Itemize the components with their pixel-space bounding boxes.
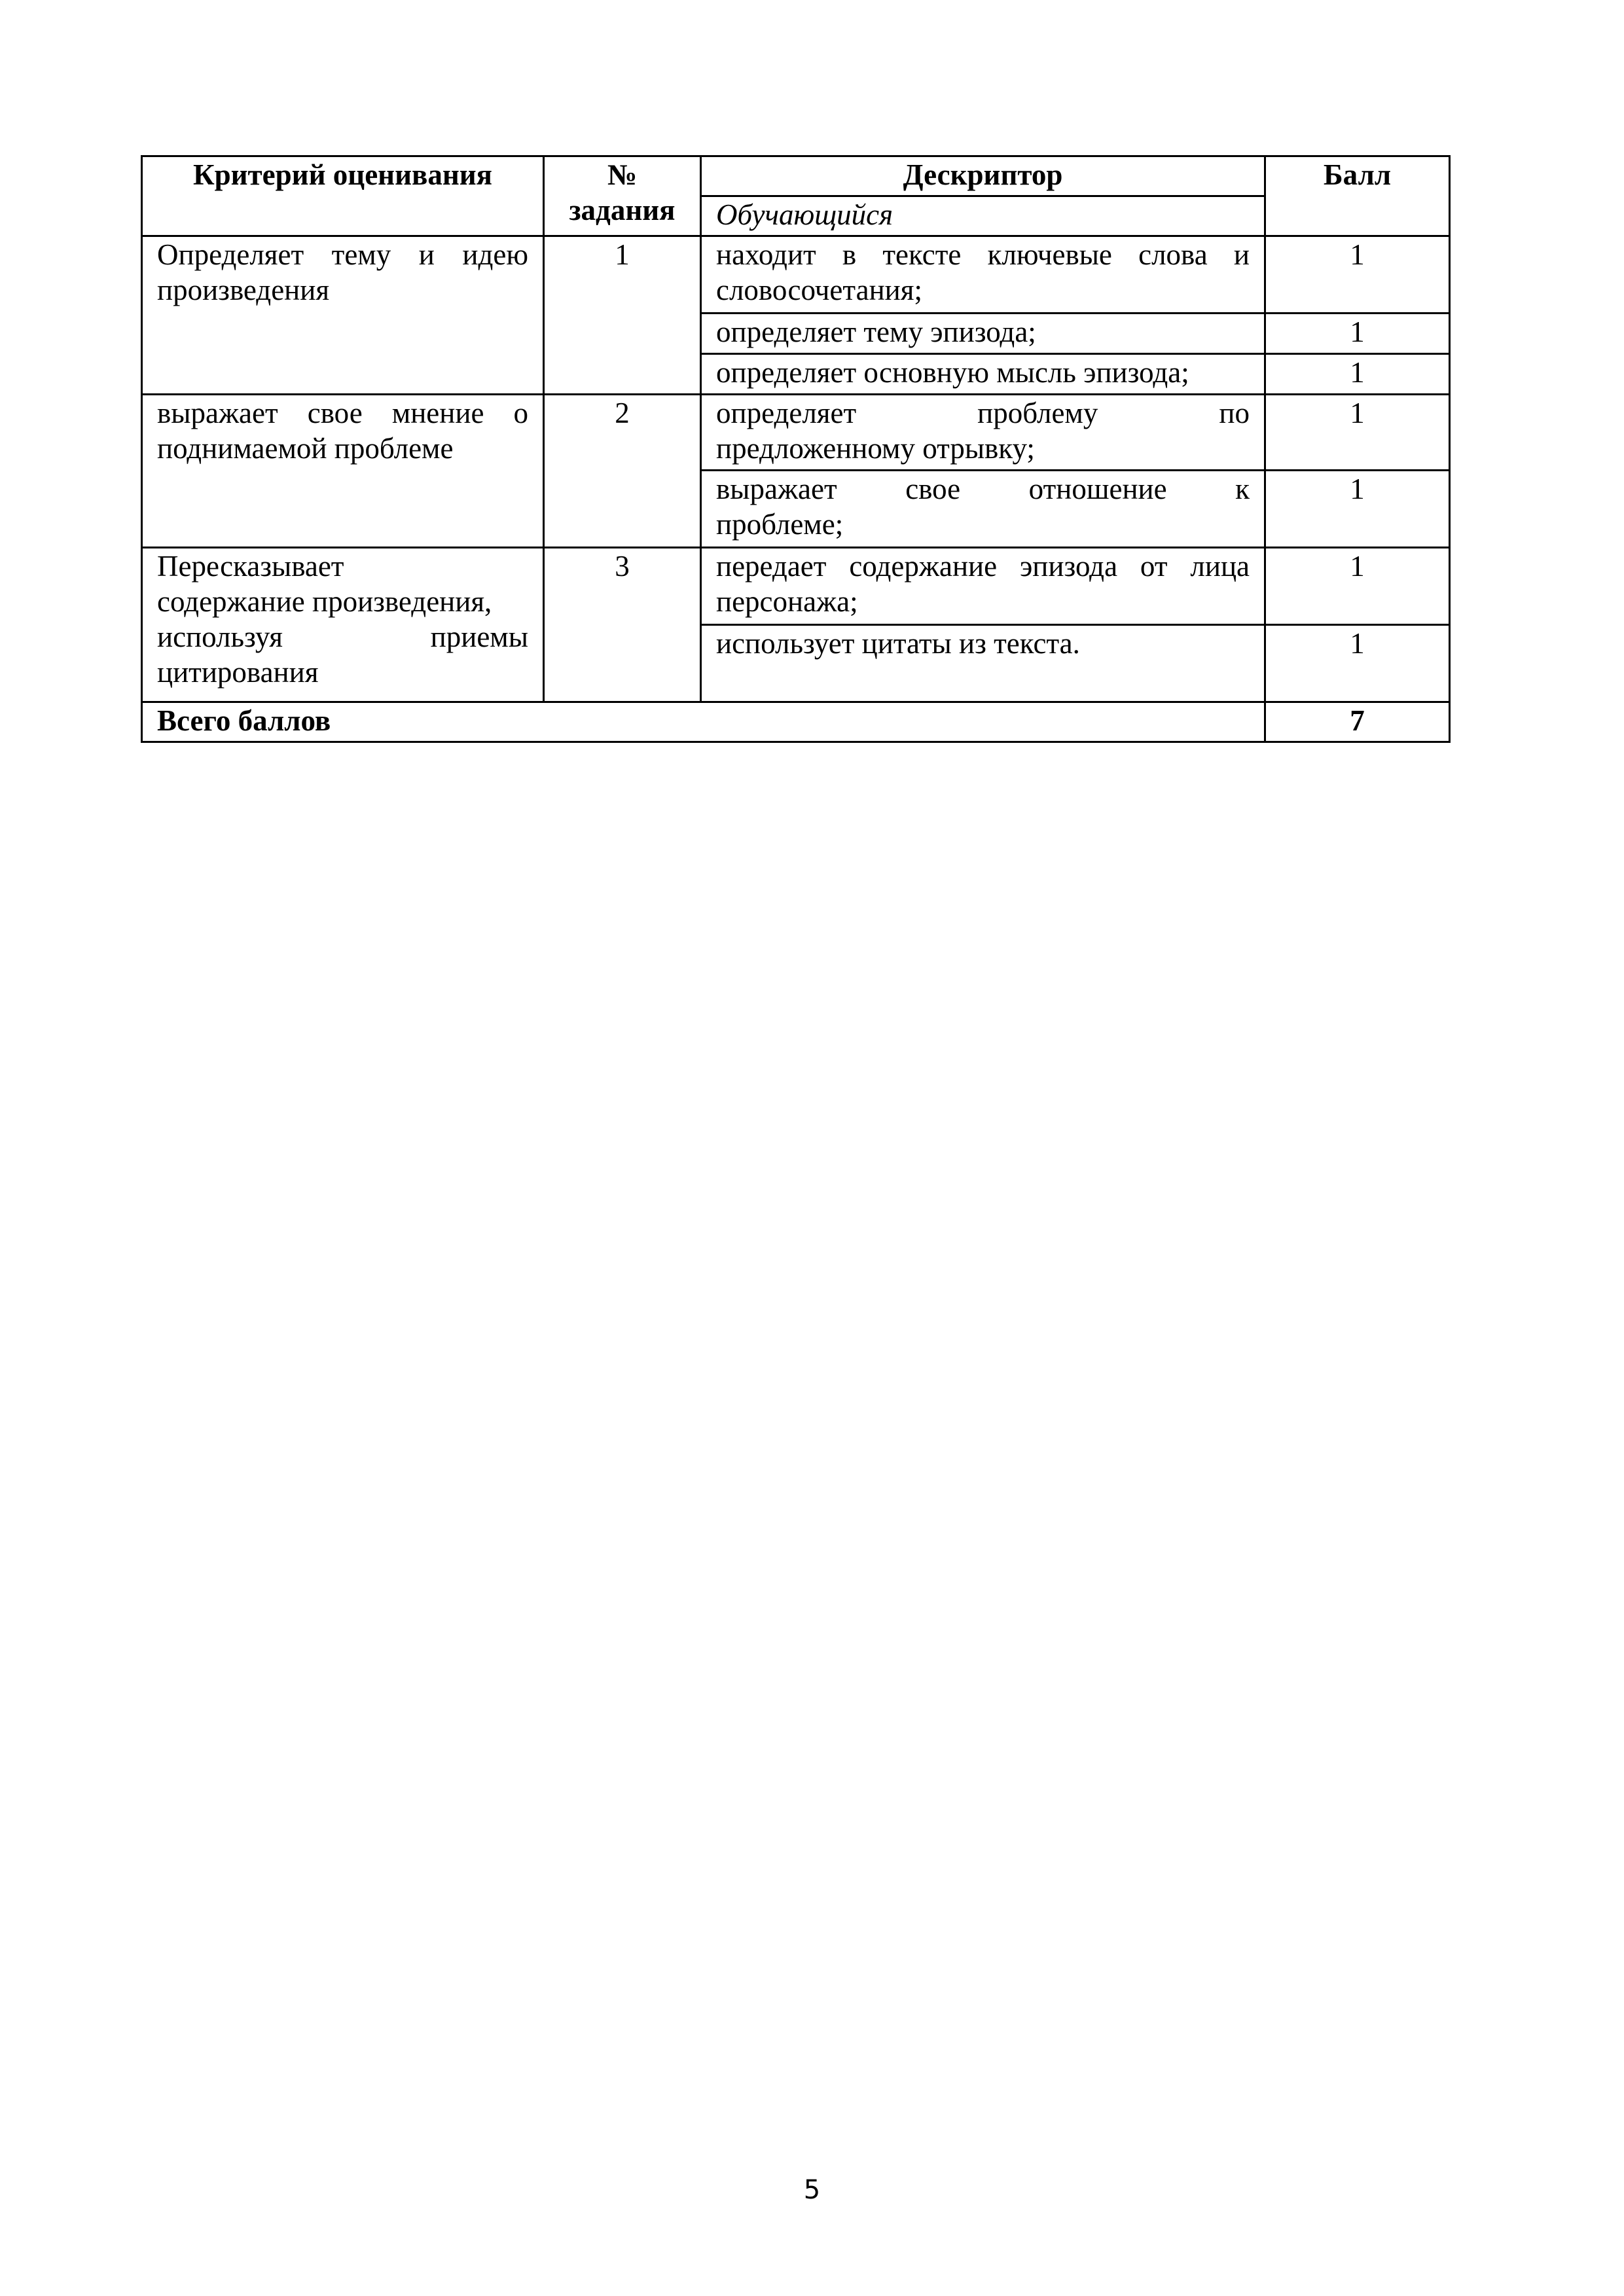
descriptor-cell <box>701 314 1265 354</box>
table-row <box>142 236 1450 314</box>
score-cell: 1 <box>1265 395 1450 471</box>
header-task-number-line2: задания <box>569 194 676 226</box>
total-label: Всего баллов <box>142 702 1265 742</box>
criterion-text: Пересказывает <box>157 550 344 583</box>
total-score: 7 <box>1265 702 1450 742</box>
descriptor-text: предложенному отрывку; <box>716 432 1035 465</box>
header-descriptor: Дескриптор <box>701 156 1265 196</box>
descriptor-text: использует цитаты из текста. <box>716 627 1080 660</box>
score-cell: 1 <box>1265 548 1450 625</box>
criterion-text: Определяет тему и идею <box>157 238 528 271</box>
table-row <box>142 395 1450 471</box>
descriptor-cell <box>701 236 1265 314</box>
criterion-text: поднимаемой проблеме <box>157 432 454 465</box>
descriptor-text: находит в тексте ключевые слова и <box>716 238 1250 271</box>
descriptor-cell <box>701 395 1265 471</box>
descriptor-text: выражает свое отношение к <box>716 473 1250 505</box>
score-cell: 1 <box>1265 354 1450 395</box>
assessment-rubric-table <box>141 155 1451 743</box>
score-cell: 1 <box>1265 471 1450 548</box>
score-cell: 1 <box>1265 314 1450 354</box>
descriptor-text: определяет тему эпизода; <box>716 315 1036 348</box>
criterion-cell <box>142 236 544 395</box>
table-header-row <box>142 156 1450 196</box>
descriptor-text: проблеме; <box>716 508 844 541</box>
criterion-text: цитирования <box>157 656 319 689</box>
descriptor-text: определяет основную мысль эпизода; <box>716 356 1189 389</box>
table-row <box>142 548 1450 625</box>
descriptor-cell <box>701 625 1265 702</box>
header-score: Балл <box>1265 156 1450 236</box>
descriptor-cell <box>701 548 1265 625</box>
descriptor-text: передает содержание эпизода от лица <box>716 550 1250 583</box>
task-number-cell: 2 <box>544 395 701 548</box>
criterion-text: выражает свое мнение о <box>157 397 528 429</box>
descriptor-text: персонажа; <box>716 585 858 618</box>
criterion-text: используя приемы <box>157 620 528 653</box>
page-number: 5 <box>803 2175 821 2205</box>
descriptor-text: определяет проблему по <box>716 397 1250 429</box>
descriptor-text: словосочетания; <box>716 274 922 306</box>
header-criterion: Критерий оценивания <box>142 156 544 236</box>
criterion-text: произведения <box>157 274 330 306</box>
descriptor-cell <box>701 354 1265 395</box>
task-number-cell: 1 <box>544 236 701 395</box>
criterion-cell <box>142 548 544 702</box>
criterion-text: содержание произведения, <box>157 585 492 618</box>
header-descriptor-subtitle: Обучающийся <box>701 196 1265 236</box>
total-row <box>142 702 1450 742</box>
task-number-cell: 3 <box>544 548 701 702</box>
header-task-number <box>544 156 701 236</box>
descriptor-cell <box>701 471 1265 548</box>
header-task-number-line1: № <box>607 158 638 191</box>
criterion-cell <box>142 395 544 548</box>
score-cell: 1 <box>1265 625 1450 702</box>
score-cell: 1 <box>1265 236 1450 314</box>
